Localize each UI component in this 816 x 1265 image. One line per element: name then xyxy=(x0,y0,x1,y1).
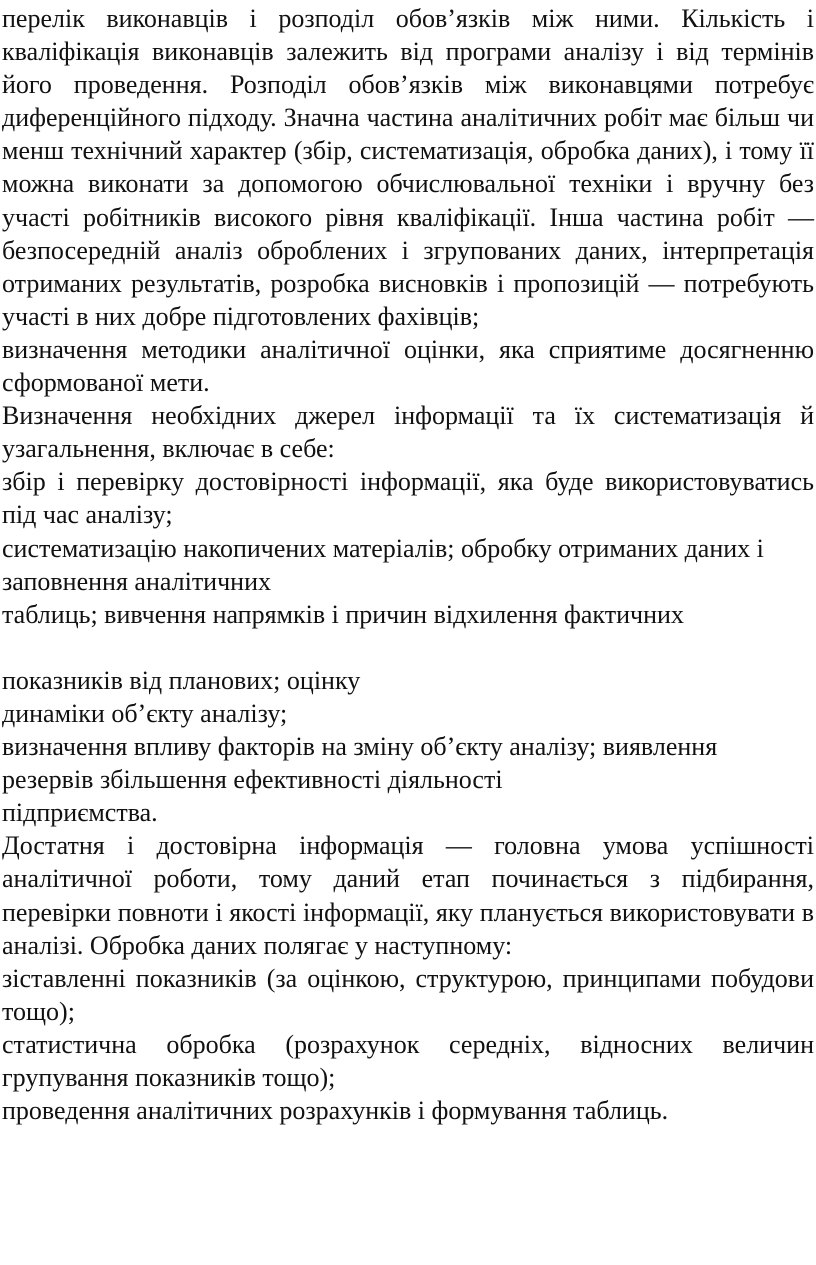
paragraph-methodology: визначення методики аналітичної оцінки, яка сприятиме досягненню сформованої мети. xyxy=(2,334,814,398)
paragraph-tables: таблиць; вивчення напрямків і причин відхилення фактичних xyxy=(2,599,684,629)
paragraph-dynamics: динаміки об’єкту аналізу; xyxy=(2,698,288,728)
paragraph-calculations: проведення аналітичних розрахунків і формування таблиць. xyxy=(2,1096,669,1126)
paragraph-systematization: систематизацію накопичених матеріалів; обробку отриманих даних і заповнення аналітичних xyxy=(2,533,764,596)
paragraph-performers: перелік виконавців і розподіл обов’язків між ними. Кількість і кваліфікація виконавців залежить від програми аналізу і від термінів його проведення. Розподіл обов’язків між виконавцями потребує диференційного підходу. Значна частина аналітичних робіт має більш чи менш технічний характер (збір, систематизація, обробка даних), і тому її можна виконати за допомогою обчислювальної техніки і вручну без участі робітників високого рівня кваліфікації. Інша частина робіт — безпосередній аналіз оброблених і згрупованих даних, інтерпретація отриманих результатів, розробка висновків і пропозицій — потребують участі в них добре підготовлених фахівців; xyxy=(2,4,814,331)
paragraph-factors: визначення впливу факторів на зміну об’єкту аналізу; виявлення резервів збільшення ефективності діяльності xyxy=(2,732,718,795)
paragraph-information-sources: Визначення необхідних джерел інформації та їх систематизація й узагальнення, включає в себе: xyxy=(2,401,814,464)
blank-line xyxy=(2,631,814,664)
paragraph-comparison: зіставленні показників (за оцінкою, структурою, принципами побудови тощо); xyxy=(2,963,814,1026)
paragraph-collection: збір і перевірку достовірності інформації, яка буде використовуватись під час аналізу; xyxy=(2,467,814,530)
paragraph-indicators: показників від планових; оцінку xyxy=(2,665,361,695)
paragraph-information-quality: Достатня і достовірна інформація — головна умова успішності аналітичної роботи, тому даний етап починається з підбирання, перевірки повноти і якості інформації, яку планується використовувати в аналізі. Обробка даних полягає у наступному: xyxy=(2,831,814,960)
paragraph-statistics: статистична обробка (розрахунок середніх, відносних величин групування показників тощо); xyxy=(2,1029,814,1092)
paragraph-enterprise: підприємства. xyxy=(2,798,158,828)
